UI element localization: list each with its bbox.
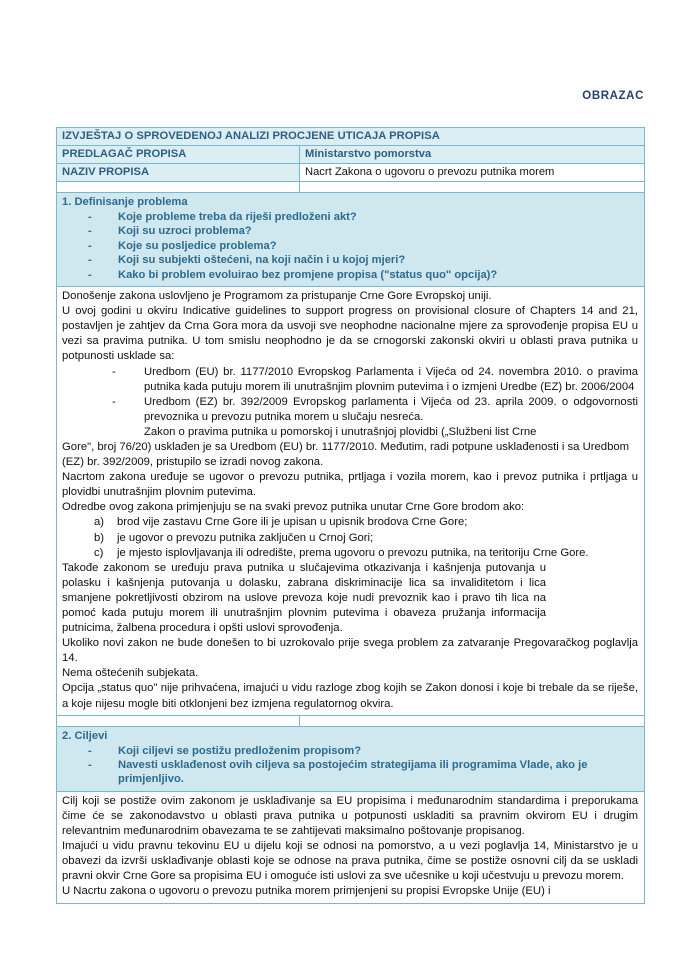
regulation-item <box>62 365 638 395</box>
field-value-regulation-name: Nacrt Zakona o ugovoru o prevozu putnika morem <box>300 164 645 182</box>
body-paragraph: Nema oštećenih subjekata. <box>62 667 199 680</box>
section-question-item <box>62 239 639 253</box>
section-body-cell-2 <box>57 791 645 903</box>
body-paragraph: Opcija „status quo" nije prihvaćena, imajući u vidu razloge zbog kojih se Zakon donosi i koje bi trebale da se riješe, a koje nijesu mogle biti otklonjeni bez izmjena regulatornog okvira. <box>62 682 639 710</box>
section-header-row-2 <box>57 726 645 791</box>
condition-item <box>62 546 638 561</box>
regulations-list <box>62 365 638 425</box>
body-paragraph: Odredbe ovog zakona primjenjuju se na svaki prevoz putnika unutar Crne Gore brodom ako: <box>62 501 525 514</box>
bullet-dash-icon: - <box>88 211 92 223</box>
section-body-row-2 <box>57 791 645 903</box>
condition-text: je ugovor o prevozu putnika zaključen u Crnoj Gori; <box>117 531 374 544</box>
body-paragraph: U ovoj godini u okviru Indicative guidelines to support progress on provisional closure of Chapters 14 and 21, postavljen je zahtjev da Crna Gora mora da usvoji sve neophodne nacionalne mjere za sprovođenje propisa EU u vezi sa pravima putnika. U tom smislu neophodno je da se crnogorski zakonski okviri u oblasti prava putnika u potpunosti usklade sa: <box>62 305 639 363</box>
section-question-text: Koji su subjekti oštećeni, na koji način i u kojoj mjeri? <box>118 254 406 267</box>
condition-marker: c) <box>94 546 104 559</box>
report-title-cell: IZVJEŠTAJ O SPROVEDENOJ ANALIZI PROCJENE UTICAJA PROPISA <box>57 128 645 146</box>
conditions-list <box>62 515 638 560</box>
section-body-row-1 <box>57 287 645 716</box>
body-paragraph: Ukoliko novi zakon ne bude donešen to bi uzrokovalo prije svega problem za zatvaranje Pregovaračkog poglavlja 14. <box>62 637 639 665</box>
bullet-dash-icon: - <box>88 239 92 252</box>
regulation-text: Uredbom (EU) br. 1177/2010 Evropskog Parlamenta i Vijeća od 24. novembra 2010. o pravima putnika kada putuju morem ili unutrašnjim plovnim putevima i o izmjeni Uredbe (EZ) br. 2006/2004 <box>144 365 639 393</box>
spacer-cell-left <box>57 715 300 726</box>
section-question-item <box>62 758 639 787</box>
section-question-item <box>62 744 639 758</box>
bullet-dash-icon: - <box>88 225 92 238</box>
body-paragraph: Takođe zakonom se uređuju prava putnika u slučajevima otkazivanja i kašnjenja putovanja u polasku i kašnjenja putovanja u dolasku, zabrana diskriminacije lica sa invaliditetom i lica smanjene pokretljivosti obzirom na uslove prevoza koje nudi prevoznik kao i pravo tih lica na pomoć kada putuju morem ili unutrašnjim plovnim putevima i obaveza pružanja informacija putnicima, žalbena procedura i opšti uslovi sprovođenja. <box>62 561 547 635</box>
section-body-cell-1 <box>57 287 645 716</box>
body-paragraph: Imajući u vidu pravnu tekovinu EU u dijelu koji se odnosi na pomorstvo, a u vezi poglavlja 14, Ministarstvo je u obavezi da izvrši usklađivanje oblasti koje se odnose na prava putnika, čime se postiže osnovni cilj da se uskladi pravni okvir Crne Gore sa propisima EU i omoguće isti uslovi za sve učesnike u koji učestvuju u prevozu morem. <box>62 840 639 883</box>
section-header-cell-2 <box>57 726 645 791</box>
field-label-regulation-name: NAZIV PROPISA <box>57 164 300 182</box>
field-value-proposer: Ministarstvo pomorstva <box>300 146 645 164</box>
condition-marker: b) <box>94 531 105 544</box>
form-label: OBRAZAC <box>582 90 644 102</box>
spacer-cell-right <box>300 182 645 193</box>
section-question-text: Navesti usklađenost ovih ciljeva sa postojećim strategijama ili programima Vlade, ako je primjenljivo. <box>118 759 588 786</box>
bullet-dash-icon: - <box>112 365 116 378</box>
section-question-list-1 <box>62 210 639 282</box>
body-paragraph: U Nacrtu zakona o ugovoru o prevozu putnika morem primjenjeni su propisi Evropske Unije (EU) i <box>62 885 551 898</box>
form-label-container <box>0 86 644 104</box>
bullet-dash-icon: - <box>88 759 92 772</box>
condition-text: brod vije zastavu Crne Gore ili je upisan u upisnik brodova Crne Gore; <box>117 516 468 529</box>
field-label-proposer: PREDLAGAČ PROPISA <box>57 146 300 164</box>
bullet-dash-icon: - <box>88 254 92 267</box>
body-paragraph: Cilj koji se postiže ovim zakonom je usklađivanje sa EU propisima i međunarodnim standardima i preporukama čime će se zakonodavstvo u oblasti prava putnika u potpunosti uskladiti sa pravnim okvirom EU i drugim relevantnim međunarodnim obavezama te se zahtijevati maksimalno poštovanje propisanog. <box>62 794 639 838</box>
section-question-text: Koje probleme treba da riješi predloženi akt? <box>118 211 357 223</box>
section-question-text: Koji su uzroci problema? <box>118 225 252 238</box>
body-paragraph: Nacrtom zakona uređuje se ugovor o prevozu putnika, prtljaga i vozila morem, kao i prevoz putnika i prtljaga u plovidbi unutrašnjim plovnim putevima. <box>62 471 639 499</box>
table-row-spacer <box>57 182 645 193</box>
section-question-item <box>62 253 639 267</box>
condition-text: je mjesto isplovljavanja ili odredište, prema ugovoru o prevozu putnika, na teritoriju Crne Gore. <box>117 546 589 559</box>
table-row <box>57 146 645 164</box>
section-question-text: Koji ciljevi se postižu predloženim propisom? <box>118 744 362 757</box>
table-row-title <box>57 128 645 146</box>
section-header-row-1 <box>57 193 645 287</box>
spacer-cell-left <box>57 182 300 193</box>
section-question-list-2 <box>62 744 639 787</box>
section-heading-2: 2. Ciljevi <box>62 729 108 742</box>
regulation-item <box>62 395 638 425</box>
condition-marker: a) <box>94 516 105 529</box>
table-row-spacer <box>57 715 645 726</box>
condition-item <box>62 531 638 546</box>
section-question-item <box>62 224 639 238</box>
bullet-dash-icon: - <box>88 268 92 281</box>
spacer-cell-right <box>300 715 645 726</box>
section-question-item <box>62 268 639 282</box>
section-question-item <box>62 210 639 224</box>
body-paragraph: Donošenje zakona uslovljeno je Programom za pristupanje Crne Gore Evropskoj uniji. <box>62 290 492 303</box>
section-header-cell-1 <box>57 193 645 287</box>
body-paragraph: Gore", broj 76/20) usklađen je sa Uredbom (EU) br. 1177/2010. Međutim, radi potpune usklađenosti i sa Uredbom (EZ) br. 392/2009, pristupilo se izradi novog zakona. <box>62 440 630 469</box>
bullet-dash-icon: - <box>88 744 92 757</box>
bullet-dash-icon: - <box>112 395 116 408</box>
regulation-text: Uredbom (EZ) br. 392/2009 Evropskog parlamenta i Vijeća od 23. aprila 2009. o odgovornosti prevoznika u prevozu putnika morem u slučaju nesreća. <box>144 395 639 423</box>
hanging-text-line: Zakon o pravima putnika u pomorskoj i unutrašnjoj plovidbi („Službeni list Crne <box>144 425 537 438</box>
section-question-text: Kako bi problem evoluirao bez promjene propisa ("status quo" opcija)? <box>118 268 498 281</box>
section-heading-1: 1. Definisanje problema <box>62 196 188 208</box>
section-question-text: Koje su posljedice problema? <box>118 239 277 252</box>
table-row <box>57 164 645 182</box>
condition-item <box>62 515 638 530</box>
ria-report-table <box>56 127 645 904</box>
